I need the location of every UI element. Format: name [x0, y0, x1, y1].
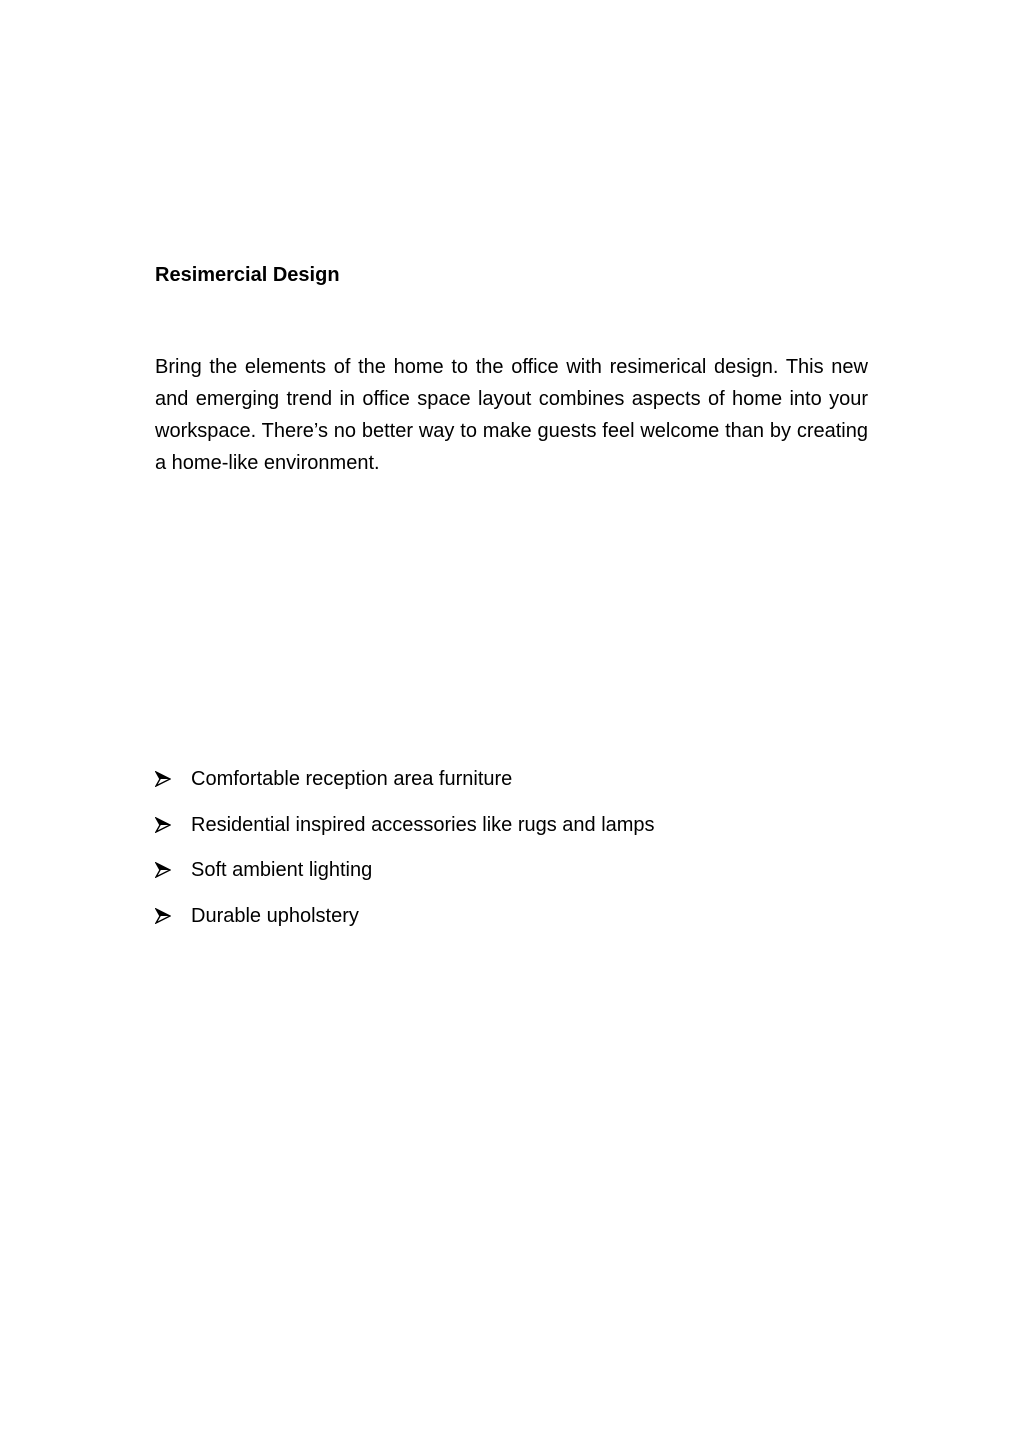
arrowhead-bullet-icon — [155, 901, 191, 931]
page-title: Resimercial Design — [155, 264, 340, 286]
arrowhead-bullet-icon — [155, 764, 191, 794]
body-paragraph: Bring the elements of the home to the office with resimerical design. This new and emerging trend in office space layout combines aspects of home into your workspace. There’s no better way to make guests feel welcome than by creating a home-like environment. — [155, 356, 868, 474]
arrowhead-bullet-icon — [155, 855, 191, 885]
list-item — [155, 810, 655, 856]
list-item — [155, 901, 655, 947]
list-item — [155, 764, 655, 810]
list-item — [155, 855, 655, 901]
list-item-text: Soft ambient lighting — [191, 859, 373, 881]
list-item-text: Durable upholstery — [191, 904, 359, 927]
list-item-text: Comfortable reception area furniture — [191, 768, 513, 790]
list-item-text: Residential inspired accessories like rugs and lamps — [191, 813, 655, 836]
arrowhead-bullet-icon — [155, 810, 191, 840]
bullet-list — [155, 764, 655, 946]
